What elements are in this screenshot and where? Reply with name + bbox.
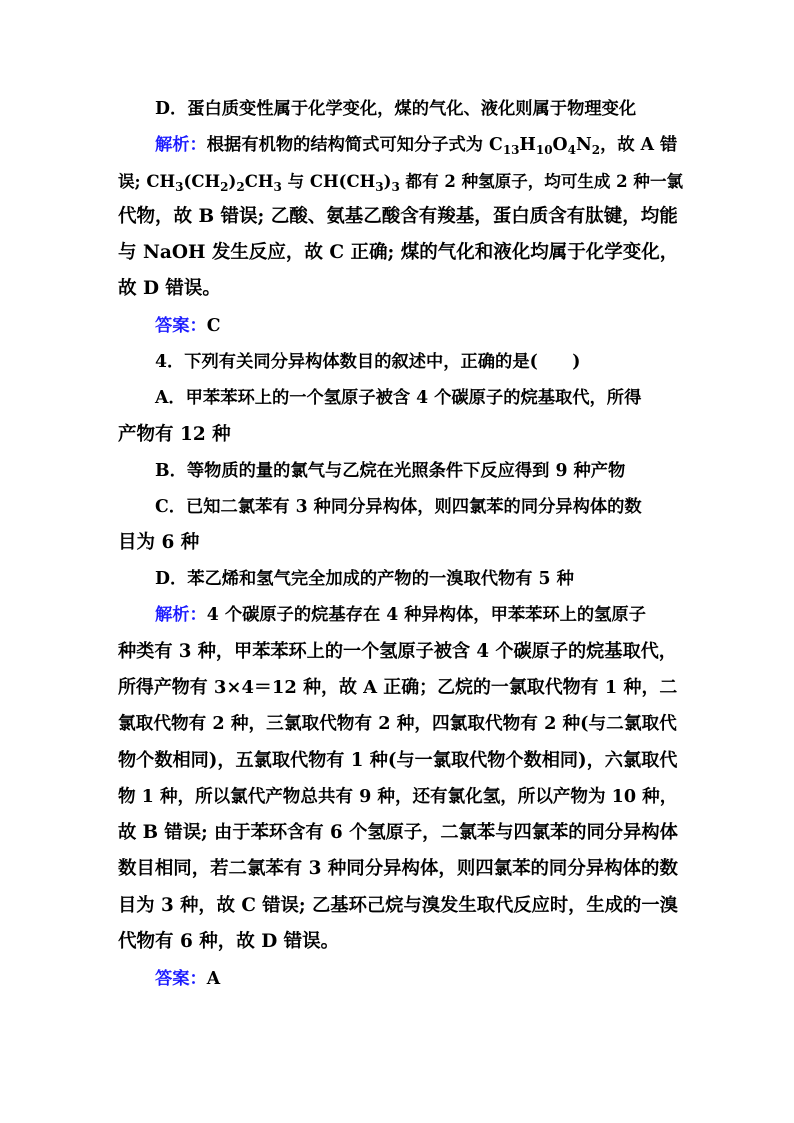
q4-option-b: B．等物质的量的氯气与乙烷在光照条件下反应得到 9 种产物	[155, 461, 626, 481]
q3-analysis-label: 解析：	[155, 135, 207, 155]
q3-analysis-line-1: 解析：根据有机物的结构简式可知分子式为 $C_{13}H_{10}O_4N_2$，故 A 错	[155, 135, 678, 157]
q4-analysis-line-10: 代物有 6 种，故 D 错误。	[118, 931, 340, 952]
q3-answer-label: 答案：	[155, 316, 207, 336]
q4-option-a-line-1: A．甲苯苯环上的一个氢原子被含 4 个碳原子的烷基取代，所得	[155, 388, 642, 408]
q4-answer-label: 答案：	[155, 969, 207, 989]
q4-analysis-line-4: 氯取代物有 2 种，三氯取代物有 2 种，四氯取代物有 2 种(与二氯取代	[118, 713, 677, 734]
q4-option-a-line-2: 产物有 12 种	[118, 424, 231, 445]
q4-analysis-line-8: 数目相同，若二氯苯有 3 种同分异构体，则四氯苯的同分异构体的数	[118, 858, 678, 879]
q4-analysis-line-1: 解析：4 个碳原子的烷基存在 4 种异构体，甲苯苯环上的氢原子	[155, 605, 646, 625]
q3-answer-value: C	[206, 316, 221, 336]
q4-analysis-line-9: 目为 3 种，故 C 错误; 乙基环己烷与溴发生取代反应时，生成的一溴	[118, 895, 678, 916]
q4-answer	[155, 962, 715, 996]
q4-analysis-line-3: 所得产物有 3×4＝12 种，故 A 正确；乙烷的一氯取代物有 1 种，二	[118, 677, 678, 698]
q3-analysis-line-2: 误; $CH_3(CH_2)_2CH_3$ 与 $CH(CH_3)_3$ 都有 2 种氢原子，均可生成 2 种一氯	[118, 171, 684, 194]
q4-analysis-line-2: 种类有 3 种，甲苯苯环上的一个氢原子被含 4 个碳原子的烷基取代，	[118, 641, 677, 662]
q4-analysis-line-5: 物个数相同)，五氯取代物有 1 种(与一氯取代物个数相同)，六氯取代	[118, 750, 678, 771]
q4-stem: 4．下列有关同分异构体数目的叙述中，正确的是( )	[155, 352, 581, 372]
q3-analysis-line-4: 与 NaOH 发生反应，故 C 正确; 煤的气化和液化均属于化学变化，	[118, 242, 679, 263]
q3-analysis-line-3: 代物，故 B 错误; 乙酸、氨基乙酸含有羧基，蛋白质含有肽键，均能	[118, 206, 678, 227]
q4-option-d: D．苯乙烯和氢气完全加成的产物的一溴取代物有 5 种	[155, 569, 574, 589]
q4-analysis-label: 解析：	[155, 605, 207, 625]
q3-option-d: D．蛋白质变性属于化学变化，煤的气化、液化则属于物理变化	[155, 99, 637, 119]
q4-option-c-line-2: 目为 6 种	[118, 532, 200, 553]
q4-answer-value: A	[206, 969, 221, 989]
q3-analysis-line-5: 故 D 错误。	[118, 278, 221, 299]
q4-option-c-line-1: C．已知二氯苯有 3 种同分异构体，则四氯苯的同分异构体的数	[155, 497, 642, 517]
q4-analysis-line-7: 故 B 错误; 由于苯环含有 6 个氢原子，二氯苯与四氯苯的同分异构体	[118, 822, 678, 843]
q3-answer	[155, 309, 715, 343]
q4-analysis-line-6: 物 1 种，所以氯代产物总共有 9 种，还有氯化氢，所以产物为 10 种，	[118, 787, 678, 807]
